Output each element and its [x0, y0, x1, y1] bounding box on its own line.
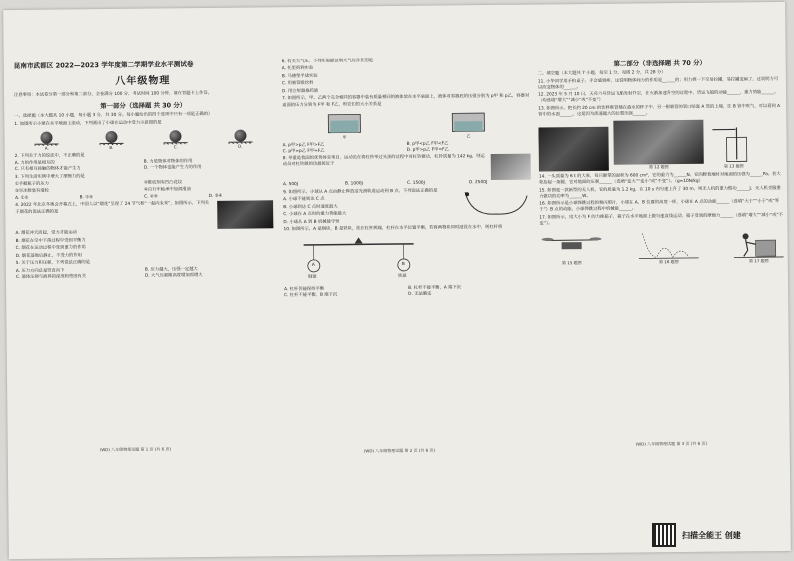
- straw-figure: [708, 123, 758, 164]
- q7-options: A. p甲>p乙 F甲>F乙 B. p甲<p乙 F甲<F乙 C. p甲=p乙 F甲=F乙 D. p甲>p乙 F甲=F乙: [282, 141, 449, 154]
- question-7: 7. 如图所示，甲、乙两个完全相同的容器中装有质量相同的液体放在水平桌面上，液体对容器底的压强分别为 p甲 和 p乙，容器对桌面的压力分别为 F甲 和 F乙，则它们的大小关系是: [282, 94, 530, 108]
- q5-options: A. 压力方向总是竖直向下 B. 压力越大，压强一定越大 C. 液体压强与液体的深度和密度有关 D. 大气压强随高度增加而增大: [15, 266, 203, 280]
- fig-17: 第 17 题图: [733, 228, 783, 265]
- lever-label-b: B: [401, 262, 405, 268]
- part1-intro: 一、选择题（本大题共 10 小题，每小题 3 分，共 30 分。每小题给出的四个选项中只有一项是正确的）: [14, 112, 213, 120]
- q6-option-d: D. 用注射器推药液: [281, 88, 319, 95]
- rocket-photo-2: [613, 120, 703, 165]
- q4-option-c: C. 烟花在运动过程中受到重力的作用: [15, 245, 86, 252]
- question-15: 15. 如图是一款新型的无人机，它的质量为 1.2 kg，在 10 s 内匀速上升了 30 m，则无人机的重力做功______J，无人机克服重力做功的功率为______W。: [539, 185, 781, 200]
- q4-option-d: D. 烟花落地后静止，不受力的作用: [15, 253, 82, 259]
- q9-option-b: B. 小球到达 C 点时速度最大: [283, 204, 338, 210]
- page-footer-2: (WD) 八年级物理试题 第 2 页 (共 6 页): [363, 447, 436, 454]
- q10-options: A. 杠杆仍能保持平衡 B. 杠杆不能平衡，A 端下沉 C. 杠杆不能平衡，B 端下沉 D. 无法确定: [284, 285, 462, 299]
- q9-option-c: C. 小球在 A 点时的重力势能最大: [283, 211, 347, 218]
- fig-13: 第 13 题图: [708, 123, 758, 170]
- q4-option-b: B. 烟花在空中下落过程中受到平衡力: [15, 238, 86, 244]
- question-16: 16. 如图所示是小球弹跳过程的频闪照片，小球在 A、B 位置的高度一样，小球在 A 点的动能______（选填“大于”“小于”或“等于”）B 点的动能，小球弹跳过程中机械能______。: [539, 199, 780, 213]
- q9-option-d: D. 小球从 A 到 B 机械能守恒: [283, 219, 340, 225]
- question-4: 4. 2022 年北京冬奥会开幕式上，中国人以“烟花”呈现了 24 节气和“一起向未来”，如图所示，下列关于烟花的说法正确的是: [15, 201, 210, 215]
- lever-copper-label: 铜球: [307, 275, 317, 281]
- question-14: 14. 一头质量为 6 t 的大象，每只脚掌的面积为 600 cm²，它的重力为______N，它四脚着地时对地面的压强为______Pa。若大象抬起一条腿，它对地面的压强______（选填“变大”“变小”或“不变”）。（g=10N/kg）: [538, 171, 781, 186]
- exam-title: 昆南市武都区 2022—2023 学年度第二学期学业水平测试卷: [13, 60, 194, 71]
- q8-options: A. 500J B. 1000J C. 1500J D. 2500J: [282, 180, 488, 188]
- q7-figures: [282, 108, 530, 141]
- part2-intro: 二、填空题（本大题共 7 小题，每空 1 分，每图 2 分，共 28 分）: [537, 70, 666, 77]
- question-3: 3. 下列生活实例中增大了摩擦力的是: [14, 174, 85, 180]
- q4-option-a: A. 烟花冲天而起，受力才能运动: [15, 230, 77, 237]
- question-1: 1. 如图所示小球在水平地面上滚动，下列画出了小球在运动中受力示意图的是: [14, 120, 162, 127]
- weightlifter-photo: [491, 154, 531, 180]
- q1-figure-c: C.: [164, 130, 188, 150]
- fireworks-photo: [217, 201, 273, 230]
- rocket-photo-1: [538, 127, 608, 172]
- fig-12b: 第 12 题图: [613, 120, 704, 171]
- lever-label-a: A: [311, 263, 315, 269]
- push-box-figure: [733, 228, 783, 259]
- q2-options: A. 力的作用是相互的 B. 力是物体对物体的作用 C. 只有相互接触的物体才能产生力 D. 一个物体也能产生力的作用: [14, 159, 202, 173]
- question-8: 8. 举重是我国的优势体育项目，运动员在将杠铃举过头顶的过程中对杠铃做功，杠铃质量为 142 kg，则运动员对杠铃做的功最接近于: [282, 154, 485, 168]
- part1-heading: 第一部分（选择题 共 30 分）: [100, 101, 187, 111]
- page-footer-3: (WD) 八年级物理试题 第 3 页 (共 6 页): [635, 440, 708, 447]
- exam-sheet: [3, 2, 791, 559]
- question-13: 13. 如图所示，把长约 20 cm 的饮料吸管插在盛水的杯子中，另一根吸管的管口贴靠 A 管的上端，往 B 管中吹气，可以看到 A 管中的水面______，这是因为流速越大的位置压强______。: [538, 103, 781, 118]
- q7-figure-yi: 乙: [448, 109, 488, 140]
- fig-16: 第 16 题图: [638, 229, 698, 266]
- question-2: 2. 下列关于力的说法中，不正确的是: [14, 153, 85, 159]
- part2-heading: 第二部分（非选择题 共 70 分）: [613, 58, 706, 68]
- qr-code-icon: [652, 523, 676, 547]
- q3-items: ①手握瓶子的压力 ②鞋底刻有凹凸花纹 ③旱冰鞋装有滑轮 ④自行车轴承中加润滑油: [14, 180, 191, 194]
- bouncing-ball-figure: [638, 229, 698, 260]
- scanner-brand-watermark: 扫描全能王 创建: [682, 531, 741, 540]
- lever-iron-label: 铁球: [397, 274, 407, 280]
- q6-option-b: B. 马德堡半球实验: [281, 73, 318, 80]
- q7-figure-jia: 甲: [324, 110, 364, 141]
- question-9: 9. 如图所示，小球从 A 点由静止释放沿光滑轨道运动到 B 点，下列说法正确的是: [283, 188, 438, 195]
- subject-title: 八年级物理: [115, 75, 171, 87]
- q6-option-c: C. 用吸管吸饮料: [281, 81, 314, 87]
- q1-figure-d: D.: [228, 129, 252, 149]
- question-12: 12. 2023 年 5 月 10 日，天舟六号货运飞船发射升空，在火箭加速升空的过程中，货运飞船的动能______，重力势能______。（均选填“增大”“减小”或“不变”）: [538, 90, 779, 104]
- page-footer-1: (WD) 八年级物理试题 第 1 页 (共 6 页): [99, 446, 172, 453]
- q3-choices: A. ①② B. ①④ C. ②③ D. ③④: [15, 193, 223, 201]
- q6-option-a: A. 托里拆利实验: [281, 66, 314, 72]
- exam-notes: 注意事项：本试卷分第一部分和第二部分，全卷满分 100 分，考试时间 100 分钟，请在答题卡上作答。: [14, 91, 213, 99]
- drone-figure: [539, 230, 603, 261]
- column-middle: [282, 57, 534, 442]
- column-left: [14, 59, 276, 442]
- q1-figure-b: B.: [99, 131, 123, 151]
- fig-12: [538, 127, 608, 172]
- q1-figures: [14, 127, 272, 152]
- fig-15: 第 15 题图: [539, 230, 603, 267]
- question-10: 10. 如图所示，A 是铜块，B 是铁块，挂在杠杆两端，杠杆在水平位置平衡，若将两物块同时浸没在水中，则杠杆将: [283, 224, 503, 233]
- question-17: 17. 如图所示，用大小为 F 的力推箱子，箱子在水平地面上做匀速直线运动，箱子受到的摩擦力______（选填“增大”“减小”或“不变”）。: [539, 212, 784, 227]
- question-5: 5. 关于压力和压强，下列说法正确的是: [15, 260, 91, 267]
- q1-figure-a: A.: [35, 131, 59, 151]
- column-right: [538, 54, 786, 435]
- q10-lever-figure: [284, 234, 532, 285]
- question-11: 11. 小华同学用手拍桌子，手会感到疼，这说明物体间力的作用是______的；用力捏一下空易拉罐，易拉罐变扁了，这说明力可以改变物体的______。: [537, 76, 779, 91]
- q9-track-figure: [461, 187, 531, 218]
- q9-option-a: A. 小球不能到达 C 点: [283, 196, 325, 203]
- question-6: 6. 有关大气压，下列实验能证明大气压存在的是: [281, 58, 374, 65]
